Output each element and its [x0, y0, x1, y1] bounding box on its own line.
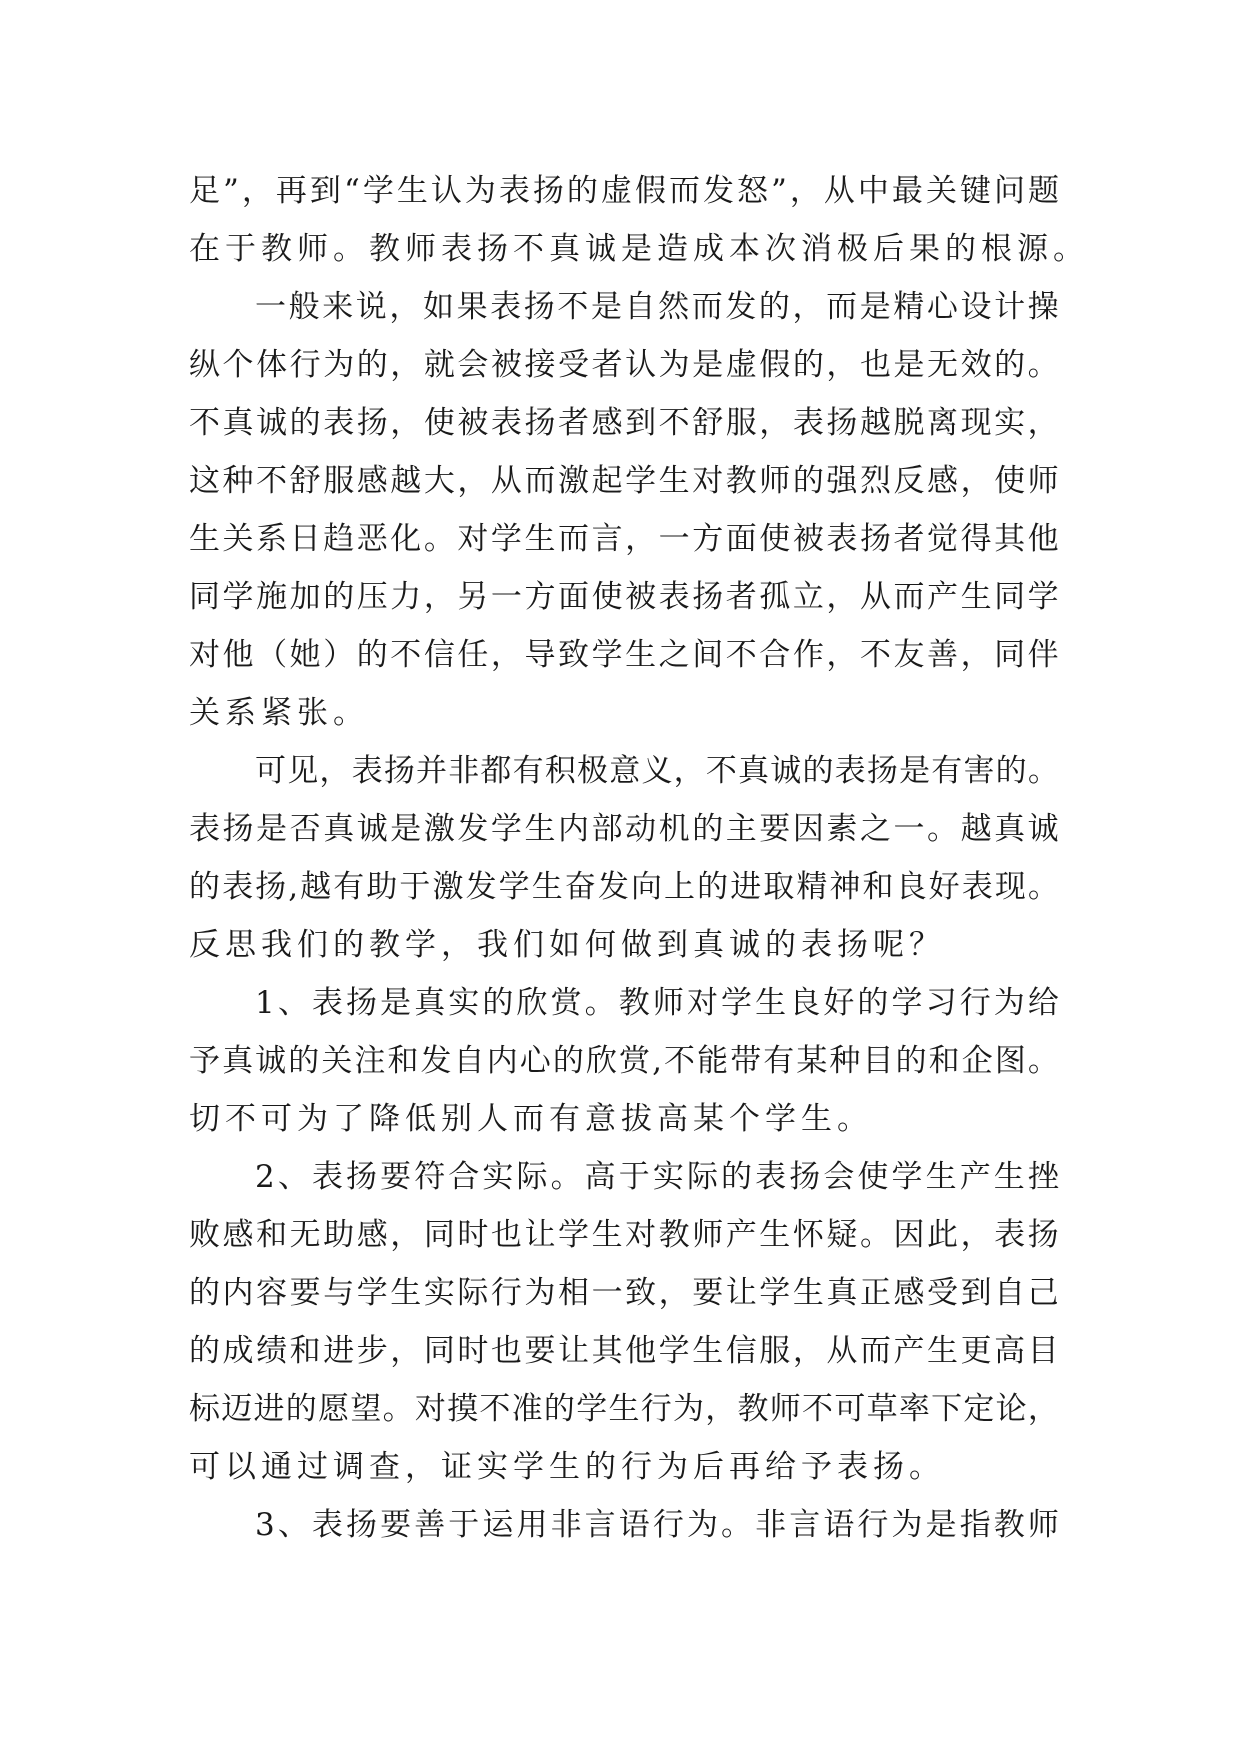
text-line: 可 见 ， 表 扬 并 非 都 有 积 极 意 义 ， 不 真 诚 的 表 扬 是 有 害 的 。 [255, 753, 1059, 789]
text-line: 败 感 和 无 助 感 ， 同 时 也 让 学 生 对 教 师 产 生 怀 疑 。 因 此 ， 表 扬 [189, 1217, 1059, 1253]
body-text [189, 162, 1089, 1554]
text-line: 生 关 系 日 趋 恶 化 。 对 学 生 而 言 ， 一 方 面 使 被 表 扬 者 觉 得 其 他 [189, 521, 1059, 557]
text-line: 同 学 施 加 的 压 力 ， 另 一 方 面 使 被 表 扬 者 孤 立 ， 从 而 产 生 同 学 [189, 579, 1059, 615]
text-line: 3 、 表 扬 要 善 于 运 用 非 言 语 行 为 。 非 言 语 行 为 是 指 教 师 [255, 1507, 1059, 1543]
text-line: 切不可为了降低别人而有意拔高某个学生。 [189, 1101, 873, 1137]
text-line: 表 扬 是 否 真 诚 是 激 发 学 生 内 部 动 机 的 主 要 因 素 之 一 。 越 真 诚 [189, 811, 1059, 847]
text-line: 关系紧张。 [189, 695, 369, 731]
text-line: 标 迈 进 的 愿 望 。 对 摸 不 准 的 学 生 行 为 ， 教 师 不 可 草 率 下 定 论 ， [189, 1391, 1059, 1427]
text-line: 反思我们的教学，我们如何做到真诚的表扬呢？ [189, 927, 945, 963]
text-line: 纵 个 体 行 为 的 ， 就 会 被 接 受 者 认 为 是 虚 假 的 ， 也 是 无 效 的 。 [189, 347, 1059, 383]
text-line: 的 内 容 要 与 学 生 实 际 行 为 相 一 致 ， 要 让 学 生 真 正 感 受 到 自 己 [189, 1275, 1059, 1311]
text-line: 对 他 （ 她 ） 的 不 信 任 ， 导 致 学 生 之 间 不 合 作 ， 不 友 善 ， 同 伴 [189, 637, 1059, 673]
text-line: 足 ” ， 再 到 “ 学 生 认 为 表 扬 的 虚 假 而 发 怒 ” ， 从 中 最 关 键 问 题 [189, 173, 1059, 209]
text-line: 不 真 诚 的 表 扬 ， 使 被 表 扬 者 感 到 不 舒 服 ， 表 扬 越 脱 离 现 实 ， [189, 405, 1059, 441]
text-line: 1 、 表 扬 是 真 实 的 欣 赏 。 教 师 对 学 生 良 好 的 学 习 行 为 给 [255, 985, 1059, 1021]
text-line: 可以通过调查，证实学生的行为后再给予表扬。 [189, 1449, 945, 1485]
text-line: 的 成 绩 和 进 步 ， 同 时 也 要 让 其 他 学 生 信 服 ， 从 而 产 生 更 高 目 [189, 1333, 1059, 1369]
text-line: 在于教师。教师表扬不真诚是造成本次消极后果的根源。 [189, 231, 1089, 267]
text-line: 的 表 扬 , 越 有 助 于 激 发 学 生 奋 发 向 上 的 进 取 精 神 和 良 好 表 现 。 [189, 869, 1059, 905]
text-line: 一 般 来 说 ， 如 果 表 扬 不 是 自 然 而 发 的 ， 而 是 精 心 设 计 操 [255, 289, 1059, 325]
text-line: 2 、 表 扬 要 符 合 实 际 。 高 于 实 际 的 表 扬 会 使 学 生 产 生 挫 [255, 1159, 1059, 1195]
text-line: 予 真 诚 的 关 注 和 发 自 内 心 的 欣 赏 , 不 能 带 有 某 种 目 的 和 企 图 。 [189, 1043, 1059, 1079]
text-line: 这 种 不 舒 服 感 越 大 ， 从 而 激 起 学 生 对 教 师 的 强 烈 反 感 ， 使 师 [189, 463, 1059, 499]
